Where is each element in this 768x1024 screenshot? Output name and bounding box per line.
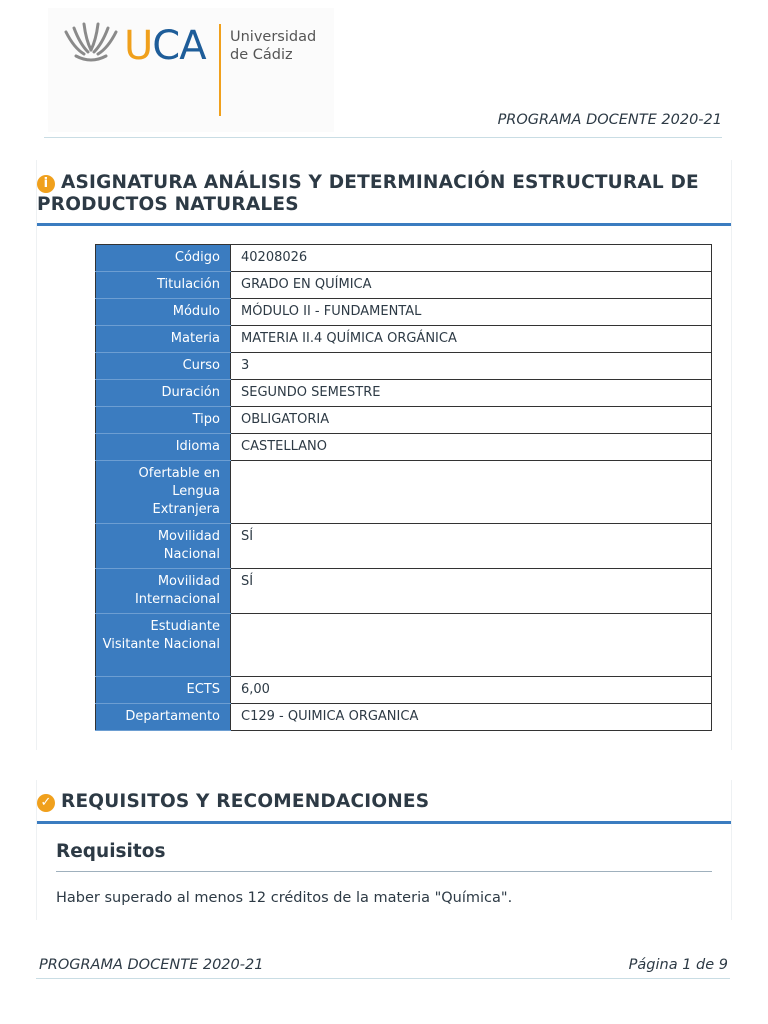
logo-wordmark (124, 22, 206, 70)
info-key: Titulación (96, 272, 231, 299)
section-subject-title-text: ASIGNATURA ANÁLISIS Y DETERMINACIÓN ESTRUCTURAL DE PRODUCTOS NATURALES (37, 172, 699, 215)
info-value: SÍ (231, 524, 712, 569)
footer-program-label: PROGRAMA DOCENTE 2020-21 (39, 957, 264, 973)
info-icon: i (37, 175, 55, 193)
info-value: MÓDULO II - FUNDAMENTAL (231, 299, 712, 326)
section-requirements-title (37, 791, 429, 813)
info-key: Estudiante Visitante Nacional (96, 614, 231, 677)
header-program-label: PROGRAMA DOCENTE 2020-21 (497, 112, 722, 128)
info-row (96, 326, 712, 353)
info-value: SEGUNDO SEMESTRE (231, 380, 712, 407)
header-divider (44, 137, 722, 138)
footer-page-number: Página 1 de 9 (628, 957, 728, 973)
requirements-text: Haber superado al menos 12 créditos de la materia "Química". (56, 890, 513, 906)
section-subject-title (37, 172, 727, 216)
info-value: C129 - QUIMICA ORGANICA (231, 704, 712, 731)
info-key: Materia (96, 326, 231, 353)
info-value (231, 461, 712, 524)
info-row (96, 569, 712, 614)
info-value: OBLIGATORIA (231, 407, 712, 434)
requirements-subtitle: Requisitos (56, 841, 166, 862)
info-key: Ofertable en Lengua Extranjera (96, 461, 231, 524)
info-row (96, 353, 712, 380)
info-row (96, 434, 712, 461)
info-row (96, 461, 712, 524)
info-value: 6,00 (231, 677, 712, 704)
info-row (96, 245, 712, 272)
info-row (96, 380, 712, 407)
info-row (96, 704, 712, 731)
check-circle-icon: ✓ (37, 794, 55, 812)
info-row (96, 299, 712, 326)
info-key: Tipo (96, 407, 231, 434)
info-key: Módulo (96, 299, 231, 326)
logo-line-2: de Cádiz (230, 47, 293, 63)
logo-letter-u: U (124, 23, 153, 69)
info-value: GRADO EN QUÍMICA (231, 272, 712, 299)
info-row (96, 272, 712, 299)
section-requirements-rule (37, 821, 731, 824)
logo-letters-ca: CA (152, 23, 206, 69)
section-subject-rule (37, 223, 731, 226)
info-value: CASTELLANO (231, 434, 712, 461)
info-value: MATERIA II.4 QUÍMICA ORGÁNICA (231, 326, 712, 353)
logo-university-name (230, 28, 316, 64)
info-key: ECTS (96, 677, 231, 704)
info-row (96, 407, 712, 434)
info-key: Código (96, 245, 231, 272)
university-emblem-icon (62, 20, 120, 64)
logo-line-1: Universidad (230, 29, 317, 45)
info-key: Idioma (96, 434, 231, 461)
info-value: SÍ (231, 569, 712, 614)
logo-divider (219, 24, 221, 116)
info-value: 3 (231, 353, 712, 380)
subject-info-table (95, 244, 712, 731)
info-key: Duración (96, 380, 231, 407)
info-key: Curso (96, 353, 231, 380)
section-requirements-title-text: REQUISITOS Y RECOMENDACIONES (61, 791, 430, 812)
info-key: Movilidad Nacional (96, 524, 231, 569)
info-value (231, 614, 712, 677)
info-value: 40208026 (231, 245, 712, 272)
info-row (96, 614, 712, 677)
info-key: Movilidad Internacional (96, 569, 231, 614)
info-row (96, 677, 712, 704)
footer-divider (36, 978, 730, 979)
requirements-subtitle-rule (56, 871, 712, 872)
info-key: Departamento (96, 704, 231, 731)
info-row (96, 524, 712, 569)
